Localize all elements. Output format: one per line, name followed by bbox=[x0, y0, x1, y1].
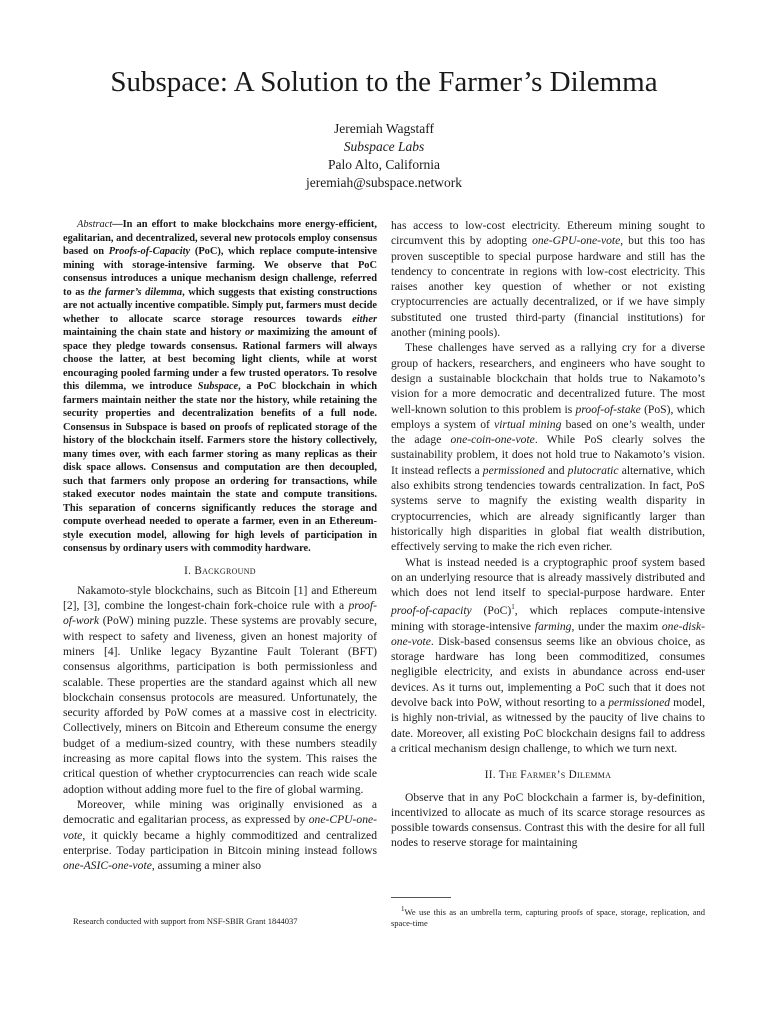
paper-title: Subspace: A Solution to the Farmer’s Dilemma bbox=[110, 66, 658, 98]
paragraph: Nakamoto-style blockchains, such as Bitcoin [1] and Ethereum [2], [3], combine the longest-chain fork-choice rule with a proof-of-work (PoW) mining puzzle. These systems are provably secure, with respect to safety and liveness, given an honest majority of miners [4]. Unlike legacy Byzantine Fault Tolerant (BFT) consensus algorithms, participation is both permissionless and scalable. These properties are the standard against which all new blockchain consensus protocols are measured. Unfortunately, the security afforded by PoW comes at a massive cost in electricity. Collectively, miners on Bitcoin and Ethereum consume the energy budget of a medium-sized country, with these numbers steadily increasing as more capital flows into the system. This raises the critical question of whether cryptocurrencies can reach wide scale adoption without adding more fuel to the fire of global warming. bbox=[63, 583, 377, 796]
paragraph: Moreover, while mining was originally envisioned as a democratic and egalitarian process, as expressed by one-CPU-one-vote, it quickly became a highly commoditized and centralized enterprise. Today participation in Bitcoin mining instead follows one-ASIC-one-vote, assuming a miner also bbox=[63, 797, 377, 873]
footnote-1: $^1$We use this as an umbrella term, capturing proofs of space, storage, replication, and space-time bbox=[391, 905, 705, 928]
paragraph: These challenges have served as a rallying cry for a diverse group of hackers, researchers, and engineers who have sought to design a sustainable blockchain that holds true to Nakamoto’s vision for a more democratic and decentralized future. The most well-known solution to this problem is proof-of-stake (PoS), which employs a system of virtual mining based on one’s wealth, under the adage one-coin-one-vote. While PoS clearly solves the sustainability problem, it does not hold true to Nakamoto’s vision. It instead reflects a permissioned and plutocratic alternative, which also exhibits strong tendencies towards centralization. In fact, PoS systems serve to magnify the existing wealth disparity in cryptocurrencies, which are already significantly larger than historically high disparities in global fiat wealth distribution, effectively serving to make the rich even richer. bbox=[391, 341, 706, 554]
footnote-divider bbox=[391, 897, 451, 898]
footnote-marker: 1 bbox=[511, 603, 515, 612]
paragraph: has access to low-cost electricity. Ethereum mining sought to circumvent this by adopting one-GPU-one-vote, but this too has proven susceptible to special purpose hardware and still has the tendency to concentrate in regions with low-cost electricity. This raises another key question of whether or not existing cryptocurrencies are actually decentralized, or if we have simply substituted one trusted third-party (financial institutions) for another (mining pools). bbox=[391, 219, 705, 340]
author-location: Palo Alto, California bbox=[327, 157, 441, 172]
section-heading-farmers-dilemma: II. The Farmer’s Dilemma bbox=[484, 769, 612, 782]
right-column bbox=[391, 218, 705, 851]
author-email: jeremiah@subspace.network bbox=[305, 175, 462, 190]
section-heading-background: I. Background bbox=[184, 564, 256, 577]
author-affiliation: Subspace Labs bbox=[343, 139, 425, 154]
abstract: Abstract—In an effort to make blockchains more energy-efficient, egalitarian, and decentralized, several new protocols employ consensus based on Proofs-of-Capacity (PoC), which replace compute-intensive mining with storage-intensive farming. We observe that PoC consensus introduces a unique mechanism design challenge, referred to as the farmer’s dilemma, which suggests that existing constructions are not actually incentive compatible. Simply put, farmers must decide whether to allocate scarce storage resources towards either maintaining the chain state and history or maximizing the amount of space they pledge towards consensus. Rational farmers will always choose the latter, at best becoming light clients, while at worst encouraging pooled farming under a few trusted operators. To resolve this dilemma, we introduce Subspace, a PoC blockchain in which farmers maintain neither the state nor the history, while retaining the security properties and decentralization benefits of a full node. Consensus in Subspace is based on proofs of replicated storage of the history of the blockchain itself. Farmers store the history collectively, many times over, with each farmer storing as many replicas as their disk space allows. Consensus and computation are then decoupled, such that farmers only propose an ordering for transactions, while staked executor nodes maintain the state and compute transitions. This separation of concerns significantly reduces the storage and compute overhead needed to operate a farmer, even in an Ethereum-style execution model, allowing for high levels of participation in consensus by ordinary users with commodity hardware. bbox=[63, 219, 377, 554]
left-column bbox=[63, 218, 377, 873]
paragraph: What is instead needed is a cryptographic proof system based on an underlying resource that is already massively distributed and which does not lend itself to special-purpose hardware. Enter proof-of-capacity (PoC)$^1$, which replaces compute-intensive mining with storage-intensive farming, under the maxim one-disk-one-vote. Disk-based consensus seems like an obvious choice, as storage hardware has long been commoditized, consumes negligible electricity, and exists in abundance across end-user devices. As it turns out, implementing a PoC such that it does not devolve back into PoW, without resorting to a permissioned model, is highly non-trivial, as witnessed by the paucity of live chains to date. Moreover, all existing PoC blockchain designs fail to address a critical mechanism design challenge, to which we turn next. bbox=[391, 555, 705, 755]
grant-footnote: Research conducted with support from NSF-SBIR Grant 1844037 bbox=[73, 916, 298, 926]
author-name: Jeremiah Wagstaff bbox=[333, 121, 434, 136]
paragraph: Observe that in any PoC blockchain a farmer is, by-definition, incentivized to allocate as much of its scarce storage resources as possible towards consensus. Contrast this with the desire for all full nodes to reserve storage for maintaining bbox=[391, 790, 705, 850]
